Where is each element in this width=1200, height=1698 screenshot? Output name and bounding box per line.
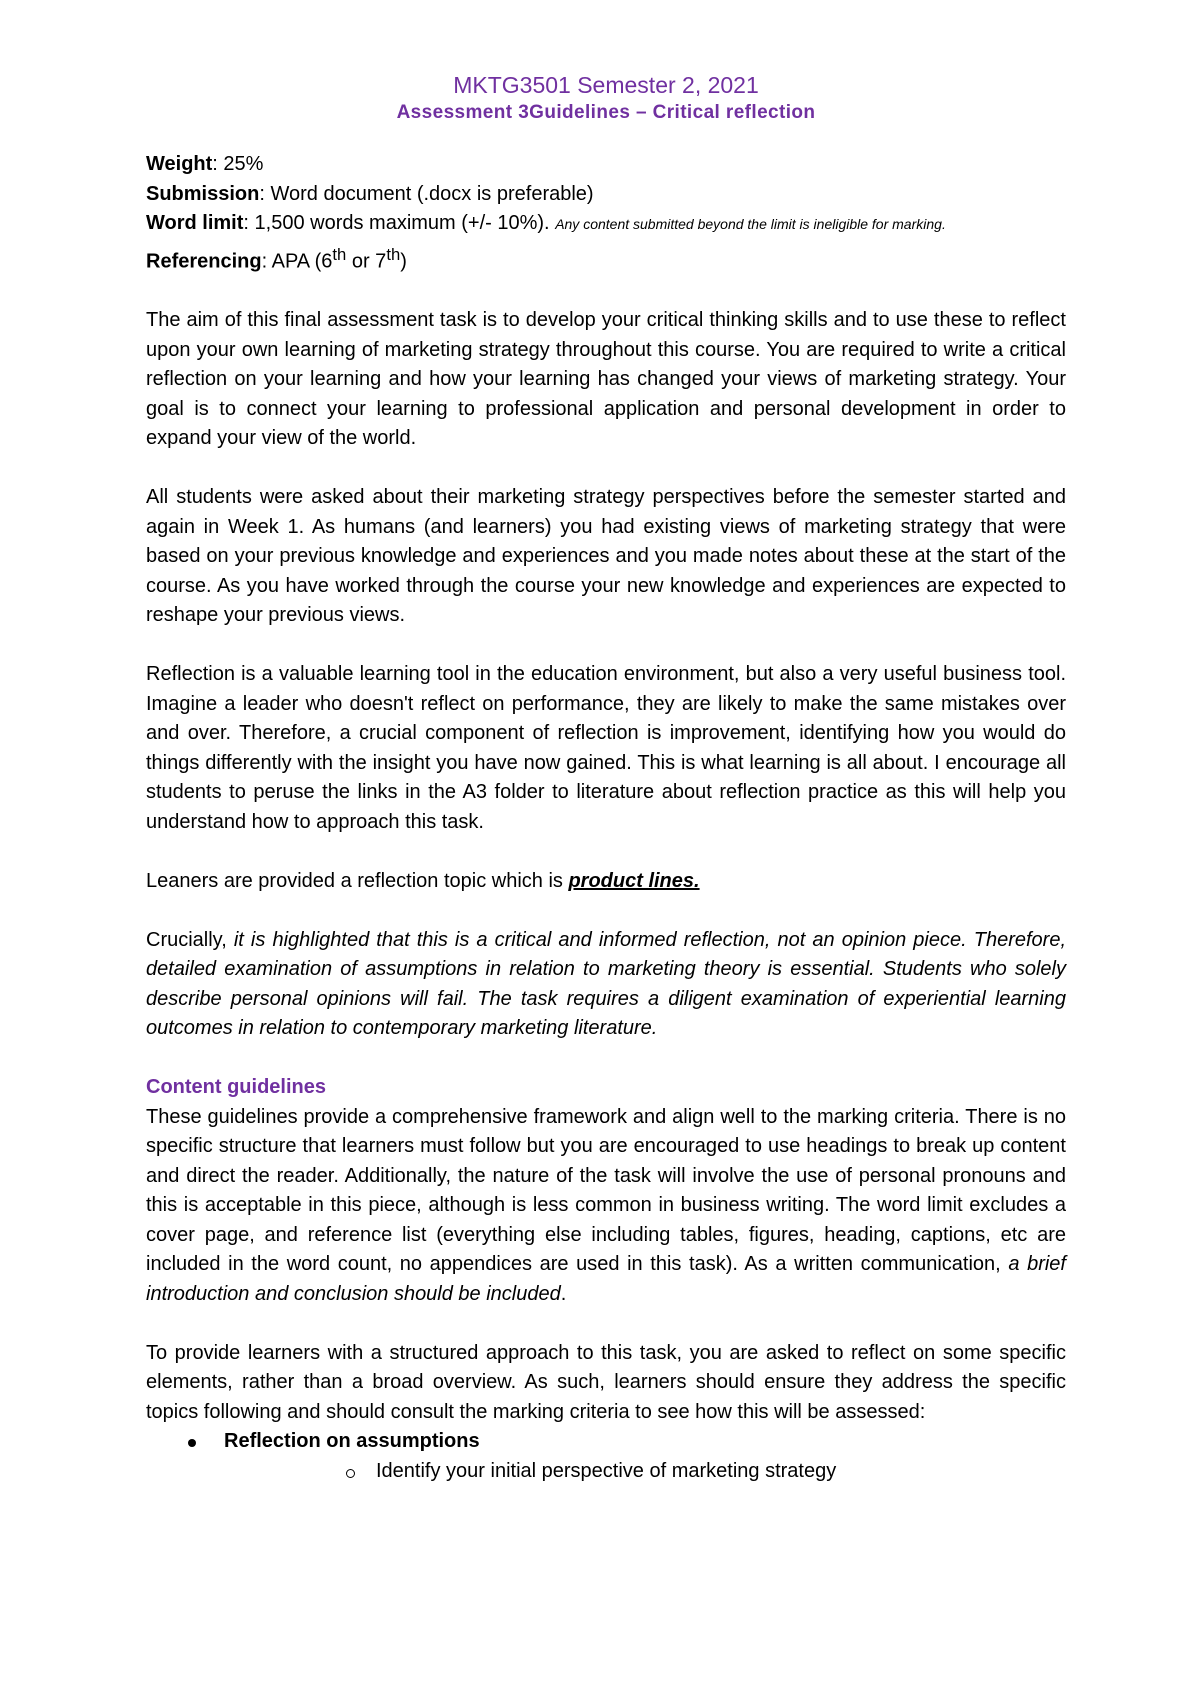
structured-paragraph: To provide learners with a structured approach to this task, you are asked to reflect on some specific elements, rather than a broad overview. As such, learners should ensure they address the specific topics following and should consult the marking criteria to see how this will be assessed: <box>146 1341 1066 1423</box>
students-paragraph: All students were asked about their marketing strategy perspectives before the semester started and again in Week 1. As humans (and learners) you had existing views of marketing strategy that were based on your previous knowledge and experiences and you made notes about these at the start of the course. As you have worked through the course your new knowledge and experiences are expected to reshape your previous views. <box>146 486 1066 627</box>
weight-label: Weight <box>146 153 213 175</box>
topic-list <box>146 1427 1066 1486</box>
list-item <box>146 1427 1066 1486</box>
referencing-label: Referencing <box>146 250 262 273</box>
guidelines-body: These guidelines provide a comprehensive framework and align well to the marking criteria. There is no specific structure that learners must follow but you are encouraged to use headings to break up content and direct the reader. Additionally, the nature of the task will involve the use of personal pronouns and this is acceptable in this piece, although is less common in business writing. The word limit excludes a cover page, and reference list (everything else including tables, figures, heading, captions, etc are included in the word count, no appendices are used in this task). As a written communication, <box>146 1105 1066 1276</box>
circle-bullet-icon <box>346 1469 355 1478</box>
content-guidelines-heading: Content guidelines <box>146 1076 326 1099</box>
list-item-label: Reflection on assumptions <box>224 1430 480 1453</box>
word-limit-label: Word limit <box>146 212 244 234</box>
referencing-value-a: : APA (6 <box>261 250 333 273</box>
document-title: MKTG3501 Semester 2, 2021 <box>453 72 759 98</box>
topic-intro: Leaners are provided a reflection topic which is <box>146 869 569 892</box>
referencing-line <box>146 240 1066 277</box>
submission-label: Submission <box>146 182 260 205</box>
sub-list <box>224 1457 1066 1487</box>
submission-line <box>146 180 1066 210</box>
word-limit-note: Any content submitted beyond the limit is ineligible for marking. <box>555 216 946 232</box>
word-limit-line <box>146 209 1066 240</box>
crucially-lead: Crucially, <box>146 928 234 951</box>
referencing-sup-a: th <box>332 244 347 264</box>
referencing-sup-b: th <box>386 244 401 264</box>
crucially-italic: it is highlighted that this is a critical and informed reflection, not an opinion piece. Therefore, detailed examination of assumptions in relation to marketing theory is essential. Students who solely describe personal opinions will fail. The task requires a diligent examination of experiential learning outcomes in relation to contemporary marketing literature. <box>146 928 1067 1040</box>
reflection-topic: product lines. <box>568 869 700 892</box>
weight-value: : 25% <box>212 153 264 175</box>
submission-value: : Word document (.docx is preferable) <box>259 182 594 205</box>
aim-paragraph: The aim of this final assessment task is to develop your critical thinking skills and to use these to reflect upon your own learning of marketing strategy throughout this course. You are required to write a critical reflection on your learning and how your learning has changed your views of marketing strategy. Your goal is to connect your learning to professional application and personal development in order to expand your view of the world. <box>146 309 1066 450</box>
reflection-paragraph: Reflection is a valuable learning tool in the education environment, but also a very useful business tool. Imagine a leader who doesn't reflect on performance, they are likely to make the same mistakes over and over. Therefore, a crucial component of reflection is improvement, identifying how you would do things differently with the insight you have now gained. This is what learning is all about. I encourage all students to peruse the links in the A3 folder to literature about reflection practice as this will help you understand how to approach this task. <box>146 663 1066 833</box>
word-limit-value: : 1,500 words maximum (+/- 10%). <box>243 212 556 234</box>
referencing-value-c: ) <box>400 250 407 273</box>
sub-list-item-label: Identify your initial perspective of marketing strategy <box>376 1459 837 1482</box>
bullet-icon <box>188 1439 196 1447</box>
guidelines-paragraph <box>146 1103 1066 1310</box>
guidelines-end: . <box>560 1282 567 1305</box>
crucially-paragraph <box>146 926 1066 1044</box>
assessment-meta <box>146 150 1066 277</box>
guidelines-italic: a brief introduction and conclusion should be included <box>146 1253 1066 1305</box>
topic-paragraph <box>146 867 1066 897</box>
spacer <box>146 277 1066 307</box>
sub-list-item <box>224 1457 1066 1487</box>
document-subtitle: Assessment 3Guidelines – Critical reflection <box>396 102 816 123</box>
referencing-value-b: or 7 <box>346 250 387 273</box>
document-content <box>146 70 1066 1486</box>
weight-line <box>146 150 1066 180</box>
